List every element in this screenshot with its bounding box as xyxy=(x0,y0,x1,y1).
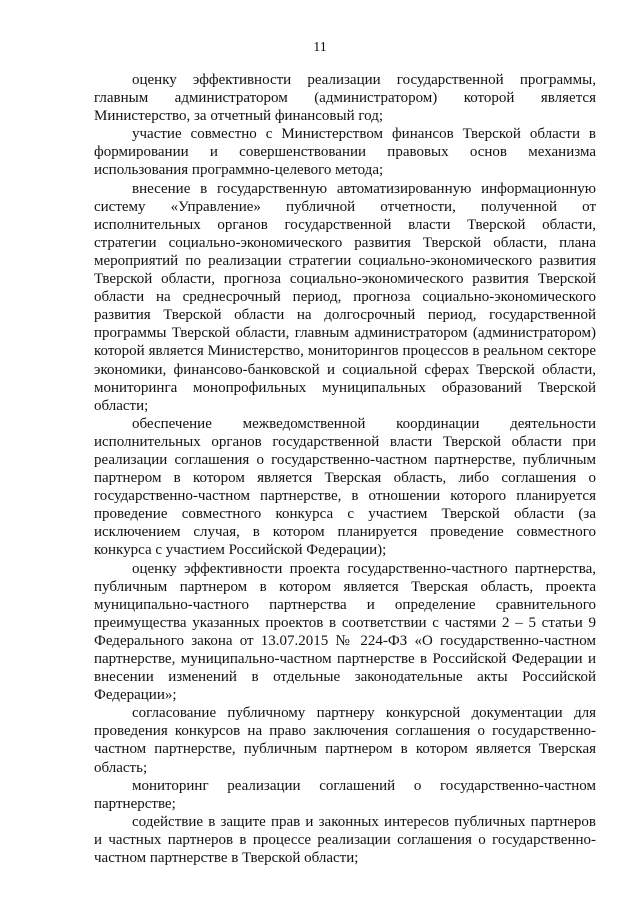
paragraph-1: оценку эффективности реализации государственной программы, главным администратором (администратором) которой является Министерство, за отчетный финансовый год; xyxy=(94,72,596,125)
paragraph-3: внесение в государственную автоматизированную информационную систему «Управление» публичной отчетности, полученной от исполнительных органов государственной власти Тверской области, стратегии социально-экономического развития Тверской области, плана мероприятий по реализации стратегии социально-экономического развития Тверской области, прогноза социально-экономического развития Тверской области на среднесрочный период, прогноза социально-экономического развития Тверской области на долгосрочный период, государственной программы Тверской области, главным администратором (администратором) которой является Министерство, мониторингов процессов в реальном секторе экономики, финансово-банковской и социальной сферах Тверской области, мониторинга монопрофильных муниципальных образований Тверской области; xyxy=(94,180,596,414)
paragraph-7: мониторинг реализации соглашений о государственно-частном партнерстве; xyxy=(94,777,596,812)
paragraph-6: согласование публичному партнеру конкурсной документации для проведения конкурсов на право заключения соглашения о государственно-частном партнерстве, публичным партнером в котором является Тверская область; xyxy=(94,705,596,776)
paragraph-5: оценку эффективности проекта государственно-частного партнерства, публичным партнером в котором является Тверская область, проекта муниципально-частного партнерства и определение сравнительного преимущества указанных проектов в соответствии с частями 2 – 5 статьи 9 Федерального закона от 13.07.2015 № 224-ФЗ «О государственно-частном партнерстве, муниципально-частном партнерстве в Российской Федерации и внесении изменений в отдельные законодательные акты Российской Федерации»; xyxy=(94,560,596,704)
paragraph-8: содействие в защите прав и законных интересов публичных партнеров и частных партнеров в процессе реализации соглашения о государственно-частном партнерстве в Тверской области; xyxy=(94,813,596,867)
page-number: 11 xyxy=(313,40,327,55)
paragraph-2: участие совместно с Министерством финансов Тверской области в формировании и совершенствовании правовых основ механизма использования программно-целевого метода; xyxy=(94,126,596,179)
document-body xyxy=(94,71,596,867)
paragraph-4: обеспечение межведомственной координации деятельности исполнительных органов государственной власти Тверской области при реализации соглашения о государственно-частном партнерстве, публичным партнером в котором является Тверская область, либо соглашения о государственно-частном партнерстве, в отношении которого планируется проведение совместного конкурса с участием Тверской области (за исключением случая, в котором планируется проведение совместного конкурса с участием Российской Федерации); xyxy=(94,415,596,559)
